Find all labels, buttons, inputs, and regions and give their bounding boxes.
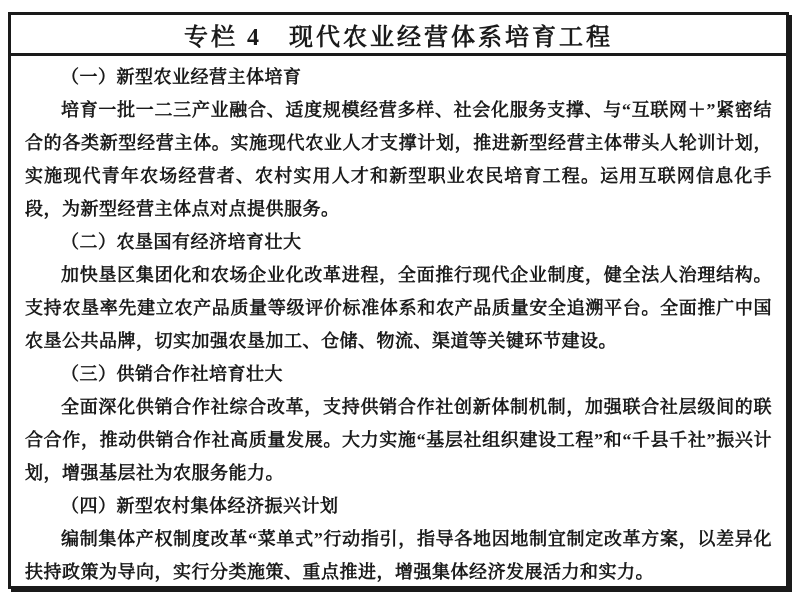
section-2-heading: （二）农垦国有经济培育壮大 bbox=[61, 232, 302, 252]
panel-body bbox=[11, 56, 786, 589]
section-3-heading: （三）供销合作社培育壮大 bbox=[61, 364, 283, 384]
section-4-paragraph: 编制集体产权制度改革“菜单式”行动指引，指导各地因地制宜制定改革方案，以差异化扶持政策为导向，实行分类施策、重点推进，增强集体经济发展活力和实力。 bbox=[25, 529, 772, 582]
section-4-heading: （四）新型农村集体经济振兴计划 bbox=[61, 496, 339, 516]
section-1-paragraph: 培育一批一二三产业融合、适度规模经营多样、社会化服务支撑、与“互联网＋”紧密结合的各类新型经营主体。实施现代农业人才支撑计划，推进新型经营主体带头人轮训计划，实施现代青年农场经营者、农村实用人才和新型职业农民培育工程。运用互联网信息化手段，为新型经营主体点对点提供服务。 bbox=[25, 100, 772, 219]
section-2-paragraph: 加快垦区集团化和农场企业化改革进程，全面推行现代企业制度，健全法人治理结构。支持农垦率先建立农产品质量等级评价标准体系和农产品质量安全追溯平台。全面推广中国农垦公共品牌，切实加强农垦加工、仓储、物流、渠道等关键环节建设。 bbox=[25, 265, 772, 351]
column-4-panel bbox=[8, 12, 789, 589]
section-1-heading: （一）新型农业经营主体培育 bbox=[61, 67, 302, 87]
section-3-paragraph: 全面深化供销合作社综合改革，支持供销合作社创新体制机制，加强联合社层级间的联合合作，推动供销合作社高质量发展。大力实施“基层社组织建设工程”和“千县千社”振兴计划，增强基层社为农服务能力。 bbox=[25, 397, 772, 483]
panel-title: 专栏 4 现代农业经营体系培育工程 bbox=[11, 15, 786, 56]
